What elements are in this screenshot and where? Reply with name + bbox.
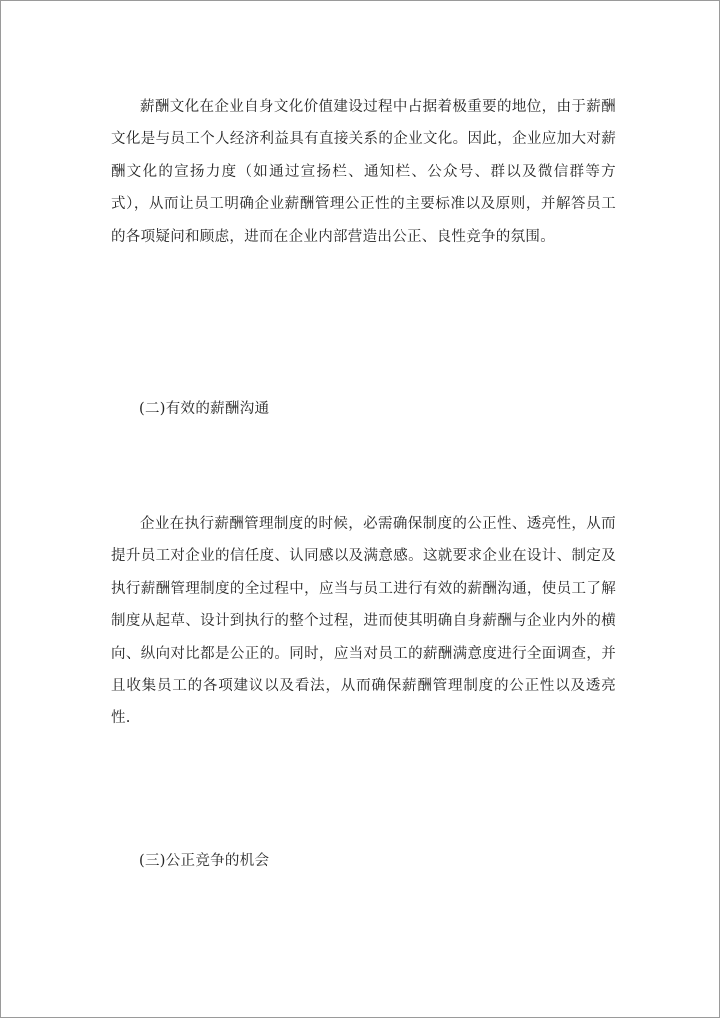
section-heading-3: (三)公正竞争的机会 [139,853,270,869]
paragraph-salary-culture: 薪酬文化在企业自身文化价值建设过程中占据着极重要的地位，由于薪酬文化是与员工个人经济利益具有直接关系的企业文化。因此，企业应加大对薪酬文化的宣扬力度（如通过宣扬栏、通知栏、公众号、群以及微信群等方式），从而让员工明确企业薪酬管理公正性的主要标准以及原则，并解答员工的各项疑问和顾虑，进而在企业内部营造出公正、良性竞争的氛围。 [111,99,616,245]
section-heading-2: (二)有效的薪酬沟通 [139,401,270,417]
paragraph-salary-communication: 企业在执行薪酬管理制度的时候，必需确保制度的公正性、透亮性，从而提升员工对企业的信任度、认同感以及满意感。这就要求企业在设计、制定及执行薪酬管理制度的全过程中，应当与员工进行有效的薪酬沟通，使员工了解制度从起草、设计到执行的整个过程，进而使其明确自身薪酬与企业内外的横向、纵向对比都是公正的。同时，应当对员工的薪酬满意度进行全面调查，并且收集员工的各项建议以及看法，从而确保薪酬管理制度的公正性以及透亮性. [111,516,616,727]
